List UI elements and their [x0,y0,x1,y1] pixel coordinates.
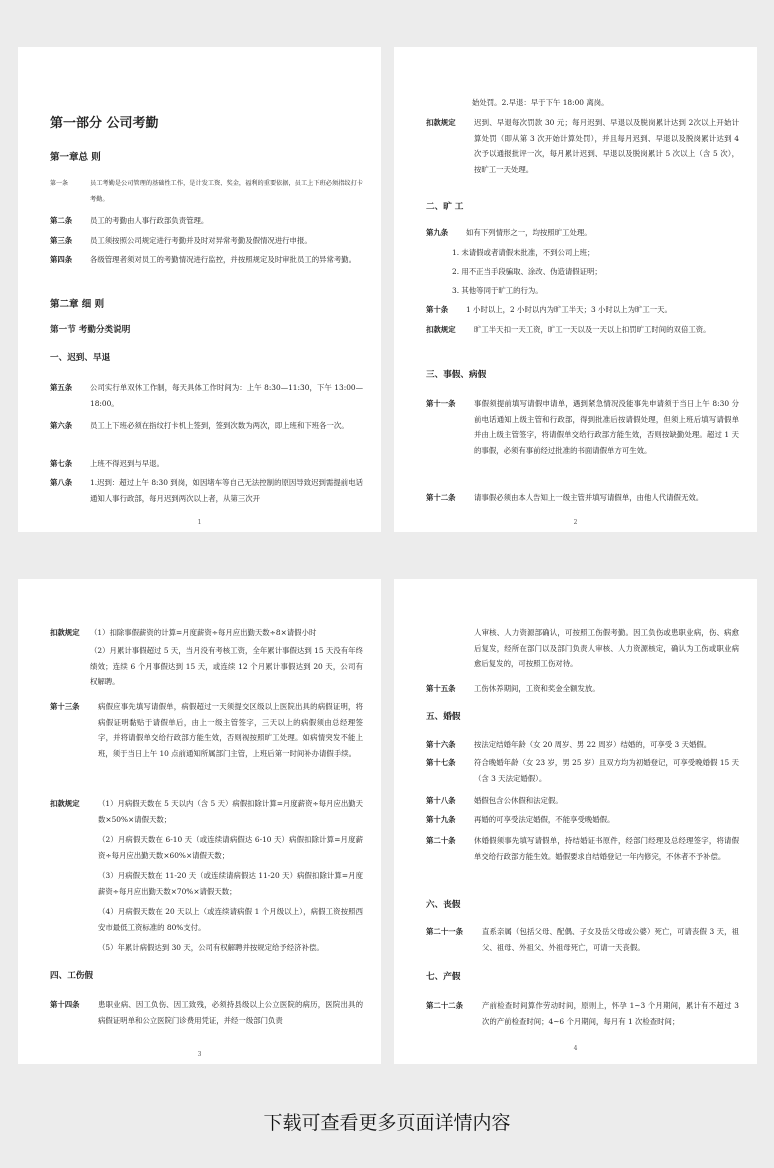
article-label: 第九条 [426,228,449,237]
subsection-title: 三、事假、病假 [426,370,487,380]
article-label: 第六条 [50,421,73,430]
page-number: 2 [573,519,578,526]
subsection-title: 五、婚假 [426,712,461,722]
article-text: 产前检查时间算作劳动时间，原则上，怀孕 1~3 个月期间，累计有不超过 3 次的产前检查时间；4~6 个月期间，每月有 1 次检查时间； [482,1001,739,1026]
deduction-item: （3）月病假天数在 11-20 天（或连续请病假达 11-20 天）病假扣除计算=月度薪资÷每月应出勤天数×70%×请假天数； [98,871,363,896]
subsection-title: 二、旷 工 [426,202,464,212]
article-text: 工伤休养期间，工资和奖金全额发放。 [474,684,600,693]
article-text: 直系亲属（包括父母、配偶、子女及岳父母或公婆）死亡，可请丧假 3 天，祖父、祖母、外祖父、外祖母死亡，可请一天丧假。 [482,927,739,952]
article-label: 第十九条 [426,815,456,824]
subsection-title: 七、产假 [426,972,461,982]
subsection-title: 一、迟到、早退 [50,353,111,363]
page-number: 4 [573,1045,578,1052]
deduction-item: （5）年累计病假达到 30 天，公司有权解聘并按规定给予经济补偿。 [98,943,324,952]
deduction-label: 扣款规定 [426,118,456,127]
deduction-text: 迟到、早退每次罚款 30 元；每月迟到、早退以及脱岗累计达到 2次以上开始计算处罚（即从第 3 次开始计算处罚），并且每月迟到、早退以及脱岗累计达到 4 次予以通报批评一次，每月累计迟到、早退以及脱岗累计 5 次以上（含 5 次），按旷工一天处理。 [474,118,739,174]
article-label: 第十四条 [50,1000,80,1009]
article-text: 员工须按照公司规定进行考勤并及时对异常考勤及假情况进行申报。 [90,236,312,245]
chapter-title: 第二章 细 则 [50,299,105,310]
article-text: 事假须提前填写请假申请单，遇到紧急情况没能事先申请须于当日上午 8:30 分前电话通知上级主管和行政部，得到批准后按请假处理，但须上班后填写请假单并由上级主管签字，将请假单交给行政部方能生效，否则按缺勤处理。超过 1 天的事假，必须有事前经过批准的书面请假单方可生效。 [474,399,739,455]
document-page-4 [394,579,757,1064]
article-label: 第十五条 [426,684,456,693]
article-text: 患职业病、因工负伤、因工致残，必须持县级以上公立医院的病历，医院出具的病假证明单和公立医院门诊费用凭证，并经一级部门负责 [98,1000,363,1025]
article-label: 第十八条 [426,796,456,805]
deduction-item: （2）月病假天数在 6-10 天（或连续请病假达 6-10 天）病假扣除计算=月度薪资÷每月应出勤天数×60%×请假天数； [98,835,363,860]
article-text: 上班不得迟到与早退。 [90,459,164,468]
deduction-label: 扣款规定 [50,628,80,637]
article-label: 第二十二条 [426,1001,463,1010]
article-text: 各级管理者须对员工的考勤情况进行监控，并按照规定及时审批员工的异常考勤。 [90,255,357,264]
article-text: 1 小时以上，2 小时以内为旷工半天；3 小时以上为旷工一天。 [466,305,672,314]
page-number: 1 [197,519,202,526]
deduction-label: 扣款规定 [426,325,456,334]
article-text: 按法定结婚年龄（女 20 周岁、男 22 周岁）结婚的，可享受 3 天婚假。 [474,740,712,749]
article-text: 1.迟到：超过上午 8:30 到岗，如因堵车等自己无法控制的原因导致迟到需提前电话通知人事行政部，每月迟到两次以上者，从第三次开 [90,478,363,503]
list-item: 2. 用不正当手段骗取、涂改、伪造请假证明； [452,267,602,276]
article-text: 休婚假须事先填写请假单，持结婚证书原件，经部门经理及总经理签字，将请假单交给行政部方能生效。婚假要求自结婚登记一年内修完，不休者不予补偿。 [474,836,739,861]
article-label: 第一条 [50,180,69,187]
article-text: 请事假必须由本人告知上一级主管并填写请假单，由他人代请假无效。 [474,493,704,502]
list-item: 1. 未请假或者请假未批准，不到公司上班； [452,248,595,257]
article-text: 病假应事先填写请假单，病假超过一天须提交区级以上医院出具的病假证明，将病假证明黏贴于请假单后，由上一级主管签字，三天以上的病假须由总经理签字，并将请假单交给行政部方能生效，否则视按照旷工处理。如病情突发不能上班，须于当日上午 10 点前通知所属部门主管，上班后第一时间补办请假手续。 [98,702,363,758]
article-text: 如有下列情形之一，均按照旷工处理。 [466,228,592,237]
deduction-item: （2）月累计事假超过 5 天，当月没有考核工资，全年累计事假达到 15 天没有年终绩效；连续 6 个月事假达到 15 天，或连续 12 个月累计事假达到 20 天，公司有权解聘。 [90,646,363,686]
deduction-item: （4）月病假天数在 20 天以上（或连续请病假 1 个月级以上），病假工资按照西安市最低工资标准的 80%支付。 [98,907,363,932]
article-label: 第十条 [426,305,449,314]
deduction-item: （1）月病假天数在 5 天以内（含 5 天）病假扣除计算=月度薪资÷每月应出勤天数×50%×请假天数； [98,799,364,824]
article-text: 员工的考勤由人事行政部负责管理。 [90,216,209,225]
article-label: 第三条 [50,236,73,245]
article-label: 第八条 [50,478,73,487]
article-label: 第十六条 [426,740,456,749]
deduction-text: 旷工半天扣一天工资，旷工一天以及一天以上扣罚旷工时间的双倍工资。 [474,325,711,334]
article-text: 符合晚婚年龄（女 23 岁，男 25 岁）且双方均为初婚登记，可享受晚婚假 15 天（含 3 天法定婚假）。 [474,758,739,783]
article-text: 婚假包含公休假和法定假。 [474,796,563,805]
article-label: 第十七条 [426,758,456,767]
article-label: 第二十一条 [426,927,463,936]
article-label: 第四条 [50,255,73,264]
article-text: 公司实行单双休工作制，每天具体工作时间为：上午 8:30—11:30，下午 13:00—18:00。 [90,383,363,408]
document-page-1 [18,47,381,532]
download-more-caption: 下载可查看更多页面详情内容 [263,1112,511,1134]
article-label: 第五条 [50,383,73,392]
article-label: 第十二条 [426,493,456,502]
subsection-title: 六、丧假 [426,900,461,910]
page-number: 3 [197,1051,202,1058]
article-text: 再婚的可享受法定婚假，不能享受晚婚假。 [474,815,615,824]
subsection-title: 四、工伤假 [50,971,93,981]
article-text: 员工上下班必须在指纹打卡机上签到，签到次数为两次，即上班和下班各一次。 [90,421,349,430]
section-title: 第一节 考勤分类说明 [50,325,131,335]
continued-text: 始处罚。2.早退：早于下午 18:00 离岗。 [472,98,609,107]
article-label: 第十三条 [50,702,80,711]
document-page-3 [18,579,381,1064]
article-label: 第二十条 [426,836,456,845]
article-label: 第十一条 [426,399,456,408]
list-item: 3. 其他等同于旷工的行为。 [452,286,543,295]
continued-text: 人审核、人力资源部确认，可按照工伤假考勤。因工负伤或患职业病，伤、病愈后复发，经所在部门以及部门负责人审核、人力资源核定，确认为工伤或职业病愈后复发的，可按照工伤对待。 [474,628,739,668]
article-label: 第二条 [50,216,73,225]
chapter-title: 第一章总 则 [50,152,101,163]
deduction-label: 扣款规定 [50,799,80,808]
deduction-item: （1）扣除事假薪资的计算=月度薪资÷每月应出勤天数÷8×请假小时 [90,628,317,637]
article-text: 员工考勤是公司管理的基础性工作，是计发工资、奖金，福利的重要依据，员工上下班必须指纹打卡考勤。 [90,180,363,203]
document-page-2 [394,47,757,532]
part-title: 第一部分 公司考勤 [50,116,159,131]
article-label: 第七条 [50,459,73,468]
